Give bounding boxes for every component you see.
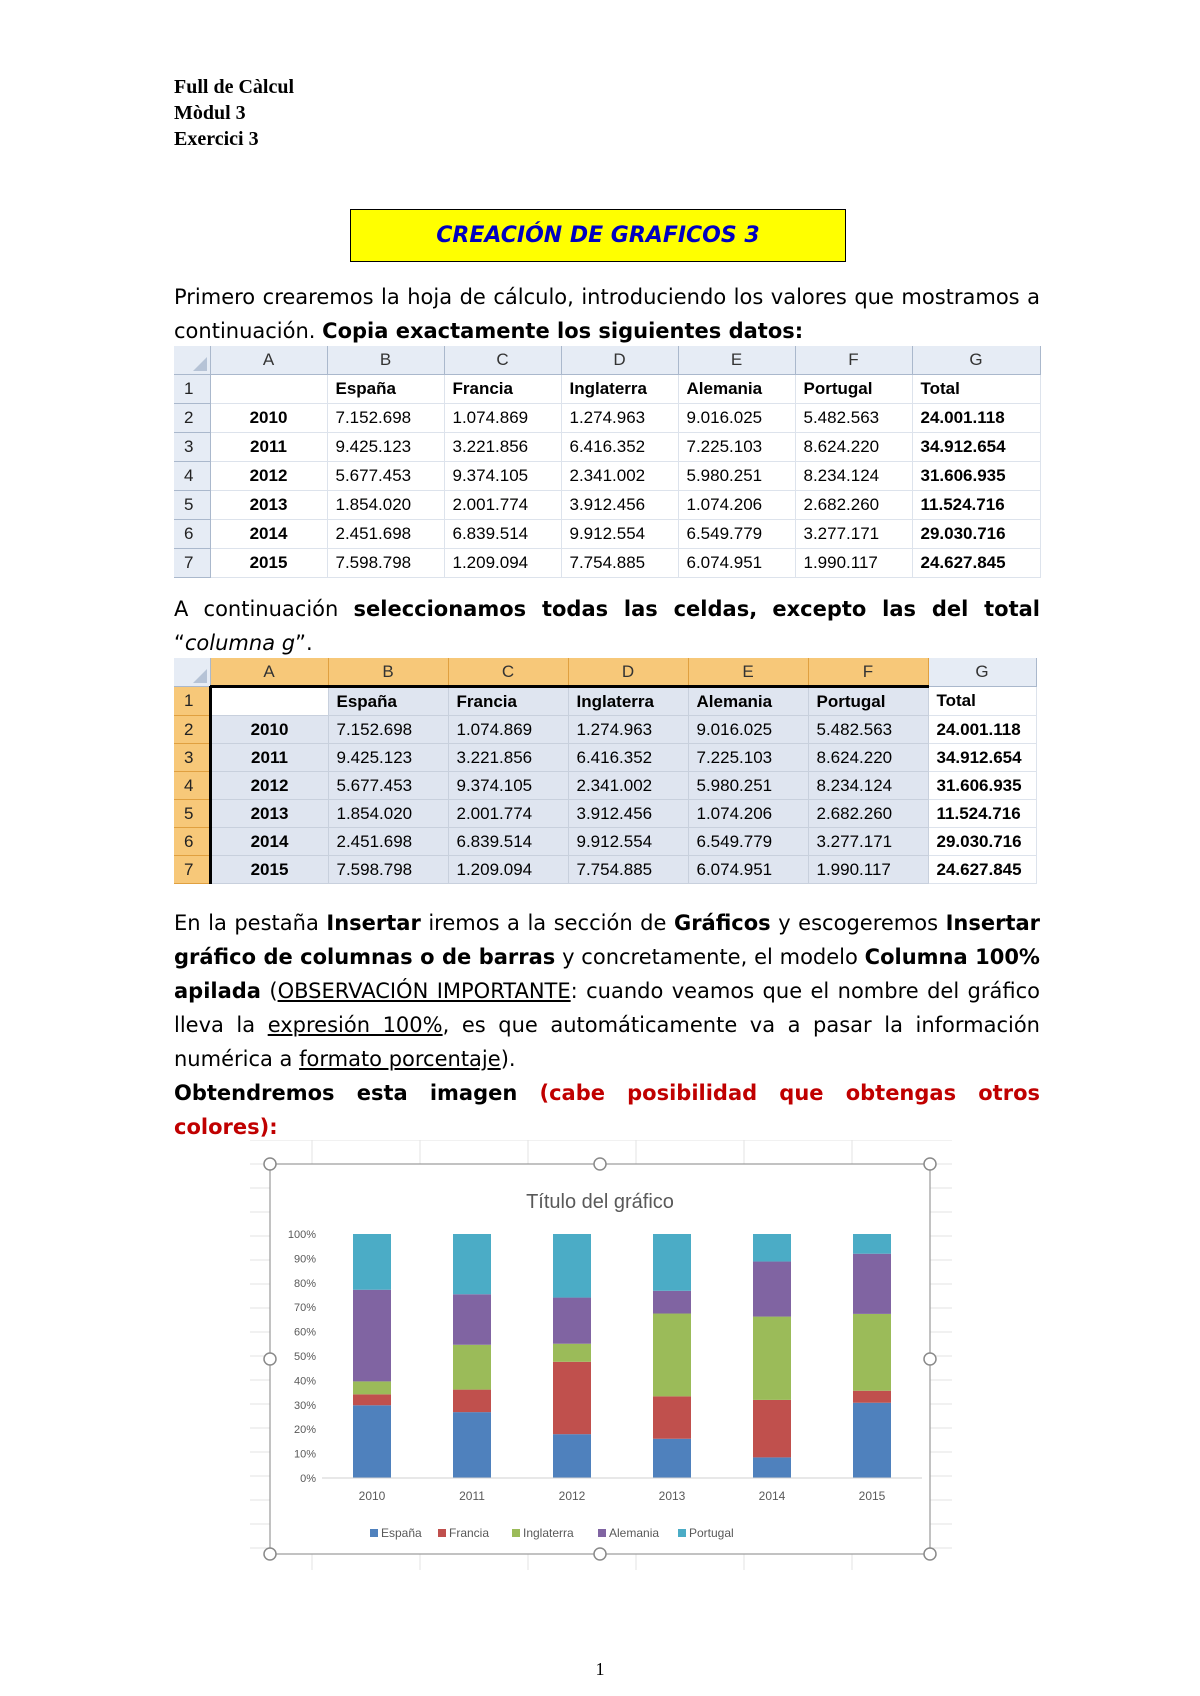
- value-cell[interactable]: 3.277.171: [795, 520, 912, 549]
- value-cell[interactable]: 6.416.352: [568, 744, 688, 772]
- value-cell[interactable]: 2.451.698: [327, 520, 444, 549]
- y-tick-label: 40%: [293, 1375, 316, 1388]
- total-cell[interactable]: 24.627.845: [928, 856, 1036, 884]
- value-cell[interactable]: 8.234.124: [795, 462, 912, 491]
- total-cell[interactable]: 29.030.716: [928, 828, 1036, 856]
- year-cell[interactable]: 2013: [210, 491, 327, 520]
- value-cell[interactable]: 5.980.251: [688, 772, 808, 800]
- instr-bold-4: Columna 100% apilada: [174, 945, 1040, 1003]
- resize-handle: [924, 1548, 936, 1560]
- value-cell[interactable]: 1.074.869: [444, 404, 561, 433]
- year-cell[interactable]: 2013: [210, 800, 328, 828]
- value-cell[interactable]: 5.677.453: [328, 772, 448, 800]
- bar-segment: [853, 1234, 891, 1254]
- value-cell[interactable]: 1.074.869: [448, 716, 568, 744]
- row-header-7[interactable]: 7: [174, 856, 210, 884]
- value-cell[interactable]: 3.221.856: [448, 744, 568, 772]
- column-header-c[interactable]: C: [448, 658, 568, 687]
- stacked-column-chart[interactable]: [250, 1140, 952, 1570]
- value-cell[interactable]: 7.152.698: [328, 716, 448, 744]
- bar-segment: [853, 1254, 891, 1314]
- instr-text-2: iremos a la sección de: [420, 911, 674, 935]
- value-cell[interactable]: 3.912.456: [561, 491, 678, 520]
- value-cell[interactable]: 1.990.117: [808, 856, 928, 884]
- value-cell[interactable]: 7.598.798: [328, 856, 448, 884]
- legend-label: Portugal: [689, 1526, 734, 1540]
- selection-text-3: “: [174, 631, 185, 655]
- instr-text-3: y escogeremos: [770, 911, 946, 935]
- total-cell[interactable]: 29.030.716: [912, 520, 1040, 549]
- y-tick-label: 100%: [287, 1229, 316, 1241]
- total-cell[interactable]: 31.606.935: [928, 772, 1036, 800]
- instr-text-1: En la pestaña: [174, 911, 327, 935]
- table-row: [174, 433, 1040, 462]
- value-cell[interactable]: 1.274.963: [568, 716, 688, 744]
- instr-underline-2: expresión 100%: [267, 1013, 443, 1037]
- value-cell[interactable]: 2.682.260: [795, 491, 912, 520]
- value-cell[interactable]: 2.001.774: [448, 800, 568, 828]
- table-row: [174, 716, 1036, 744]
- total-cell[interactable]: 34.912.654: [912, 433, 1040, 462]
- value-cell[interactable]: 3.277.171: [808, 828, 928, 856]
- x-tick-label: 2013: [658, 1489, 686, 1503]
- total-cell[interactable]: 24.001.118: [928, 716, 1036, 744]
- value-cell[interactable]: 2.341.002: [568, 772, 688, 800]
- header-cell[interactable]: España: [327, 375, 444, 404]
- row-header-4[interactable]: 4: [174, 462, 210, 491]
- column-header-d[interactable]: D: [561, 346, 678, 375]
- table-row: [174, 856, 1036, 884]
- total-cell[interactable]: 34.912.654: [928, 744, 1036, 772]
- column-header-d[interactable]: D: [568, 658, 688, 687]
- value-cell[interactable]: 6.416.352: [561, 433, 678, 462]
- resize-handle: [924, 1158, 936, 1170]
- bar-segment: [453, 1345, 491, 1390]
- value-cell[interactable]: 9.016.025: [678, 404, 795, 433]
- value-cell[interactable]: 2.451.698: [328, 828, 448, 856]
- y-tick-label: 70%: [293, 1302, 316, 1315]
- column-header-f[interactable]: F: [795, 346, 912, 375]
- bar-segment: [553, 1362, 591, 1434]
- column-header-a[interactable]: A: [210, 658, 328, 687]
- header-cell[interactable]: [210, 687, 328, 716]
- year-cell[interactable]: 2015: [210, 549, 327, 578]
- bar-segment: [353, 1381, 391, 1394]
- total-cell[interactable]: 31.606.935: [912, 462, 1040, 491]
- resize-handle: [264, 1158, 276, 1170]
- value-cell[interactable]: 5.677.453: [327, 462, 444, 491]
- value-cell[interactable]: 1.074.206: [688, 800, 808, 828]
- header-cell[interactable]: Total: [912, 375, 1040, 404]
- value-cell[interactable]: 1.854.020: [327, 491, 444, 520]
- header-line-1: Full de Càlcul: [174, 76, 295, 98]
- row-header-1[interactable]: 1: [174, 375, 210, 404]
- column-header-f[interactable]: F: [808, 658, 928, 687]
- row-header-6[interactable]: 6: [174, 520, 210, 549]
- value-cell[interactable]: 9.912.554: [561, 520, 678, 549]
- selection-bold-2: excepto las del total: [772, 597, 1040, 621]
- table-row: [174, 549, 1040, 578]
- row-header-1[interactable]: 1: [174, 687, 210, 716]
- value-cell[interactable]: 7.754.885: [561, 549, 678, 578]
- bar-segment: [753, 1234, 791, 1262]
- header-cell[interactable]: España: [328, 687, 448, 716]
- bar-segment: [753, 1262, 791, 1317]
- value-cell[interactable]: 7.225.103: [688, 744, 808, 772]
- instructions-paragraph: [174, 906, 1040, 1144]
- value-cell[interactable]: 7.598.798: [327, 549, 444, 578]
- year-cell[interactable]: 2011: [210, 433, 327, 462]
- selection-paragraph: [174, 592, 1040, 660]
- bar-segment: [753, 1400, 791, 1457]
- table-row: [174, 375, 1040, 404]
- y-tick-label: 10%: [293, 1448, 316, 1461]
- selection-text-4: ”.: [295, 631, 313, 655]
- bar-segment: [353, 1234, 391, 1290]
- row-header-2[interactable]: 2: [174, 404, 210, 433]
- instr-text-8: ).: [500, 1047, 516, 1071]
- year-cell[interactable]: 2015: [210, 856, 328, 884]
- selection-bold-1: seleccionamos todas las celdas,: [353, 597, 758, 621]
- total-cell[interactable]: 24.001.118: [912, 404, 1040, 433]
- intro-paragraph: [174, 280, 1040, 348]
- spreadsheet-table-1: [174, 346, 1041, 578]
- header-cell[interactable]: [210, 375, 327, 404]
- column-header-e[interactable]: E: [688, 658, 808, 687]
- bar-segment: [353, 1405, 391, 1478]
- header-cell[interactable]: Alemania: [678, 375, 795, 404]
- value-cell[interactable]: 1.274.963: [561, 404, 678, 433]
- header-cell[interactable]: Inglaterra: [568, 687, 688, 716]
- intro-text: Primero crearemos la hoja de cálculo, introduciendo los valores que mostramos a continuación.: [174, 285, 1040, 343]
- instr-bold-3: Insertar gráfico de columnas o de barras: [174, 911, 1041, 969]
- page-title: CREACIÓN DE GRAFICOS 3: [350, 209, 846, 262]
- table-row: [174, 520, 1040, 549]
- value-cell[interactable]: 6.839.514: [444, 520, 561, 549]
- resize-handle: [264, 1353, 276, 1365]
- chart-svg: [250, 1140, 952, 1570]
- value-cell[interactable]: 1.209.094: [448, 856, 568, 884]
- result-red-note: (cabe posibilidad que obtengas otros colores):: [174, 1081, 1040, 1139]
- year-cell[interactable]: 2010: [210, 716, 328, 744]
- y-tick-label: 60%: [293, 1326, 316, 1339]
- row-header-5[interactable]: 5: [174, 800, 210, 828]
- table-row: [174, 462, 1040, 491]
- select-all-corner[interactable]: [174, 658, 210, 687]
- value-cell[interactable]: 2.682.260: [808, 800, 928, 828]
- bar-segment: [653, 1234, 691, 1291]
- chart-title: Título del gráfico: [526, 1191, 674, 1213]
- resize-handle: [594, 1158, 606, 1170]
- bar-segment: [453, 1390, 491, 1413]
- column-header-c[interactable]: C: [444, 346, 561, 375]
- instr-text-5: (: [260, 979, 278, 1003]
- select-all-corner[interactable]: [174, 346, 210, 375]
- column-header-b[interactable]: B: [328, 658, 448, 687]
- selection-text-2: [757, 597, 772, 621]
- selection-text-1: A continuación: [174, 597, 354, 621]
- year-cell[interactable]: 2011: [210, 744, 328, 772]
- value-cell[interactable]: 1.854.020: [328, 800, 448, 828]
- x-tick-label: 2011: [459, 1489, 485, 1503]
- total-cell[interactable]: 11.524.716: [912, 491, 1040, 520]
- value-cell[interactable]: 9.374.105: [448, 772, 568, 800]
- bar-segment: [653, 1291, 691, 1314]
- legend-label: Francia: [449, 1526, 490, 1540]
- year-cell[interactable]: 2014: [210, 828, 328, 856]
- total-cell[interactable]: 11.524.716: [928, 800, 1036, 828]
- legend-swatch: [678, 1529, 686, 1537]
- value-cell[interactable]: 2.341.002: [561, 462, 678, 491]
- instr-underline-3: formato porcentaje: [299, 1047, 501, 1071]
- legend-label: España: [381, 1526, 422, 1540]
- bar-segment: [553, 1298, 591, 1344]
- value-cell[interactable]: 6.549.779: [688, 828, 808, 856]
- spreadsheet-table-2-selected: [174, 658, 1037, 884]
- bar-segment: [753, 1457, 791, 1478]
- bar-segment: [553, 1434, 591, 1478]
- value-cell[interactable]: 9.374.105: [444, 462, 561, 491]
- result-bold: Obtendremos esta imagen: [174, 1081, 518, 1105]
- resize-handle: [924, 1353, 936, 1365]
- header-cell[interactable]: Portugal: [808, 687, 928, 716]
- legend-label: Inglaterra: [523, 1526, 574, 1540]
- instr-text-4: y concretamente, el modelo: [555, 945, 865, 969]
- y-tick-label: 50%: [293, 1351, 316, 1363]
- value-cell[interactable]: 5.482.563: [808, 716, 928, 744]
- row-header-2[interactable]: 2: [174, 716, 210, 744]
- value-cell[interactable]: 2.001.774: [444, 491, 561, 520]
- header-cell[interactable]: Francia: [444, 375, 561, 404]
- instr-text-7: , es que automáticamente va a pasar la información numérica a: [174, 1013, 1040, 1071]
- table-row: [174, 828, 1036, 856]
- value-cell[interactable]: 1.990.117: [795, 549, 912, 578]
- value-cell[interactable]: 8.624.220: [795, 433, 912, 462]
- bar-segment: [653, 1314, 691, 1397]
- row-header-4[interactable]: 4: [174, 772, 210, 800]
- instr-text-6: : cuando veamos que el nombre del gráfico lleva la: [174, 979, 1041, 1037]
- resize-handle: [594, 1548, 606, 1560]
- legend-swatch: [438, 1529, 446, 1537]
- column-header-a[interactable]: A: [210, 346, 327, 375]
- value-cell[interactable]: 1.209.094: [444, 549, 561, 578]
- y-tick-label: 0%: [300, 1473, 316, 1485]
- legend-swatch: [512, 1529, 520, 1537]
- year-cell[interactable]: 2012: [210, 772, 328, 800]
- value-cell[interactable]: 9.912.554: [568, 828, 688, 856]
- row-header-7[interactable]: 7: [174, 549, 210, 578]
- bar-segment: [553, 1234, 591, 1298]
- bar-segment: [853, 1403, 891, 1478]
- header-cell[interactable]: Portugal: [795, 375, 912, 404]
- column-header-b[interactable]: B: [327, 346, 444, 375]
- x-tick-label: 2015: [858, 1489, 886, 1503]
- x-tick-label: 2010: [358, 1489, 386, 1503]
- value-cell[interactable]: 9.016.025: [688, 716, 808, 744]
- total-cell[interactable]: 24.627.845: [912, 549, 1040, 578]
- bar-segment: [453, 1294, 491, 1344]
- header-cell[interactable]: Total: [928, 687, 1036, 716]
- selection-italic: columna g: [184, 631, 296, 655]
- bar-segment: [653, 1396, 691, 1438]
- instr-bold-2: Gráficos: [673, 911, 771, 935]
- bar-segment: [453, 1234, 491, 1294]
- row-header-5[interactable]: 5: [174, 491, 210, 520]
- bar-segment: [653, 1439, 691, 1478]
- table-row: [174, 800, 1036, 828]
- value-cell[interactable]: 8.234.124: [808, 772, 928, 800]
- value-cell[interactable]: 6.839.514: [448, 828, 568, 856]
- value-cell[interactable]: 6.074.951: [688, 856, 808, 884]
- instr-bold-1: Insertar: [326, 911, 421, 935]
- value-cell[interactable]: 9.425.123: [328, 744, 448, 772]
- value-cell[interactable]: 6.549.779: [678, 520, 795, 549]
- bar-segment: [853, 1391, 891, 1403]
- year-cell[interactable]: 2012: [210, 462, 327, 491]
- value-cell[interactable]: 7.225.103: [678, 433, 795, 462]
- row-header-3[interactable]: 3: [174, 744, 210, 772]
- bar-segment: [853, 1314, 891, 1391]
- y-tick-label: 30%: [293, 1399, 316, 1412]
- header-cell[interactable]: Inglaterra: [561, 375, 678, 404]
- table-row: [174, 687, 1036, 716]
- legend-swatch: [598, 1529, 606, 1537]
- value-cell[interactable]: 7.754.885: [568, 856, 688, 884]
- value-cell[interactable]: 3.912.456: [568, 800, 688, 828]
- row-header-3[interactable]: 3: [174, 433, 210, 462]
- table-row: [174, 744, 1036, 772]
- bar-segment: [753, 1317, 791, 1400]
- table-row: [174, 404, 1040, 433]
- bar-segment: [353, 1290, 391, 1382]
- header-line-3: Exercici 3: [174, 128, 259, 150]
- y-tick-label: 90%: [293, 1253, 316, 1266]
- value-cell[interactable]: 5.980.251: [678, 462, 795, 491]
- instr-underline-1: OBSERVACIÓN IMPORTANTE: [277, 979, 571, 1003]
- document-header: [174, 74, 294, 152]
- header-line-2: Mòdul 3: [174, 102, 246, 124]
- column-header-e[interactable]: E: [678, 346, 795, 375]
- year-cell[interactable]: 2014: [210, 520, 327, 549]
- x-tick-label: 2012: [558, 1489, 586, 1503]
- y-tick-label: 20%: [293, 1424, 316, 1437]
- year-cell[interactable]: 2010: [210, 404, 327, 433]
- row-header-6[interactable]: 6: [174, 828, 210, 856]
- y-tick-label: 80%: [293, 1277, 316, 1290]
- legend-swatch: [370, 1529, 378, 1537]
- bar-segment: [553, 1344, 591, 1362]
- value-cell[interactable]: 9.425.123: [327, 433, 444, 462]
- intro-bold: Copia exactamente los siguientes datos:: [322, 319, 804, 343]
- value-cell[interactable]: 5.482.563: [795, 404, 912, 433]
- table-row: [174, 772, 1036, 800]
- bar-segment: [353, 1394, 391, 1405]
- column-header-g[interactable]: G: [928, 658, 1036, 687]
- resize-handle: [264, 1548, 276, 1560]
- value-cell[interactable]: 1.074.206: [678, 491, 795, 520]
- header-cell[interactable]: Alemania: [688, 687, 808, 716]
- page-number: 1: [595, 1659, 605, 1679]
- legend-label: Alemania: [609, 1526, 660, 1540]
- bar-segment: [453, 1412, 491, 1478]
- x-tick-label: 2014: [758, 1489, 786, 1503]
- value-cell[interactable]: 3.221.856: [444, 433, 561, 462]
- value-cell[interactable]: 7.152.698: [327, 404, 444, 433]
- value-cell[interactable]: 6.074.951: [678, 549, 795, 578]
- header-cell[interactable]: Francia: [448, 687, 568, 716]
- table-row: [174, 491, 1040, 520]
- value-cell[interactable]: 8.624.220: [808, 744, 928, 772]
- column-header-g[interactable]: G: [912, 346, 1040, 375]
